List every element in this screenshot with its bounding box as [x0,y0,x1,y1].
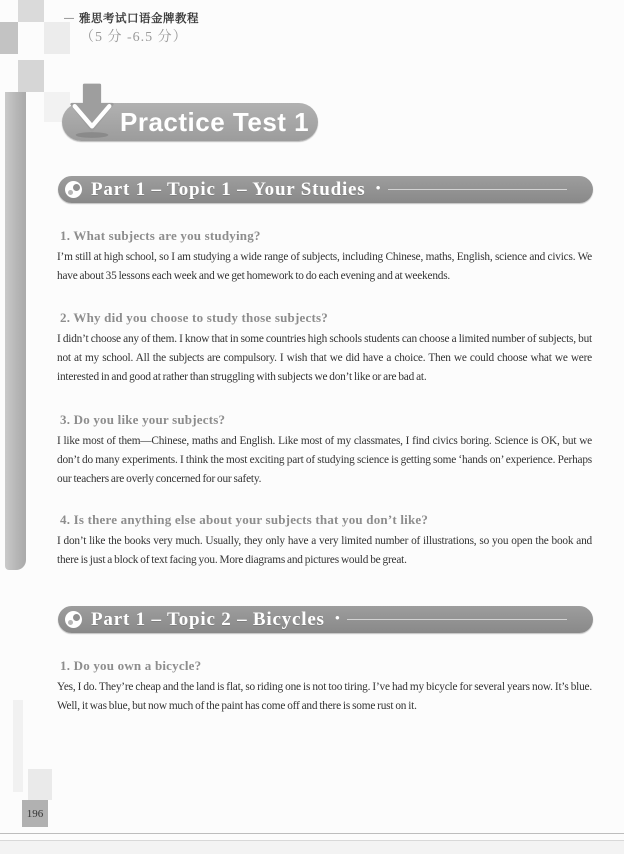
qa-block [0,227,624,286]
band-range: （5 分 -6.5 分） [80,30,188,45]
page-number: 196 [26,807,44,820]
question-text: Is there anything else about your subjects that you don’t like? [73,512,429,527]
answer-text: Yes, I do. They’re cheap and the land is flat, so riding one is not too tiring. I’ve had my bicycle for several years now. It’s blue. Well, it was blue, but now much of the paint has come off and there is some rust on it. [57,681,592,712]
topic-banner-your-studies [58,176,593,203]
decor-square [28,769,52,800]
question-heading [60,227,624,244]
book-title: 雅思考试口语金牌教程 [79,13,199,25]
answer-text: I’m still at high school, so I am studying a wide range of subjects, including Chinese, maths, English, science and civics. We have about 35 lessons each week and we get homework to do each evening and at weekends. [57,251,592,282]
page-number-badge [22,800,48,827]
decor-square [18,0,44,22]
running-head [64,10,199,26]
practice-test-label: Practice Test 1 [120,107,310,137]
page-edge-line [0,833,624,834]
qa-block [0,511,624,570]
question-number: 1. [60,658,71,673]
answer-text: I don’t like the books very much. Usually, they only have a very limited number of illustrations, so you open the book and there is just a block of text facing you. More diagrams and pictures would be great. [57,535,592,566]
decor-square [0,22,18,54]
question-text: Do you own a bicycle? [73,658,202,673]
question-heading [60,511,624,528]
decor-square [18,60,44,92]
qa-block [0,411,624,489]
dots-circle-icon [65,611,82,628]
banner-rule-line [347,619,567,620]
question-number: 3. [60,412,71,427]
question-heading [60,657,624,674]
download-arrow-icon [68,82,116,140]
banner-rule-line [388,189,567,190]
qa-block [0,657,624,716]
running-head-dash: — [64,12,74,24]
answer-text: I like most of them—Chinese, maths and English. Like most of my classmates, I find civics boring. Science is OK, but we don’t do many experiments. I think the most exciting part of studying science is getting some ‘hands on’ experience. Perhaps our teachers are overly concerned for our safety. [57,435,592,485]
question-heading [60,309,624,326]
page-edge-strip [0,840,624,854]
topic-banner-title: Part 1 – Topic 2 – Bicycles [91,608,325,630]
dots-circle-icon [65,181,82,198]
question-number: 1. [60,228,71,243]
bullet-icon: • [334,611,341,627]
question-heading [60,411,624,428]
question-number: 2. [60,310,71,325]
answer-text: I didn’t choose any of them. I know that in some countries high schools students can choose a limited number of subjects, but not at my school. All the subjects are compulsory. I wish that we did have a choice. Then we could choose what we were interested in and good at rather than struggling with subjects we don’t like or are bad at. [57,333,592,383]
bullet-icon: • [375,181,381,197]
question-text: What subjects are you studying? [73,228,261,243]
qa-block [0,309,624,387]
topic-banner-title: Part 1 – Topic 1 – Your Studies [91,178,366,200]
question-text: Why did you choose to study those subjects? [73,310,328,325]
decor-square [44,22,70,54]
question-text: Do you like your subjects? [73,412,226,427]
topic-banner-bicycles [58,606,593,633]
question-number: 4. [60,512,71,527]
